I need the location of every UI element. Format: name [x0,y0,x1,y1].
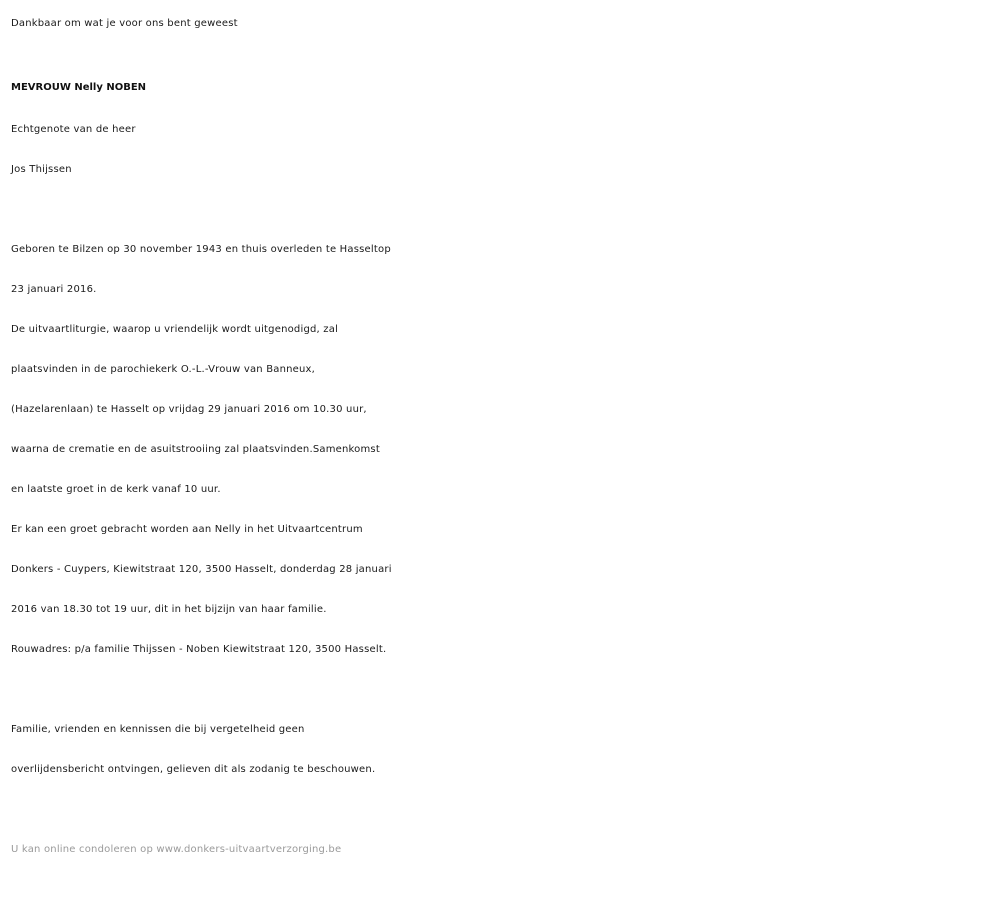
spacer [11,790,991,830]
body-line: De uitvaartliturgie, waarop u vriendelijk wordt uitgenodigd, zal [11,324,339,335]
body-line: Er kan een groet gebracht worden aan Nelly in het Uitvaartcentrum [11,524,363,535]
body-line: Rouwadres: p/a familie Thijssen - Noben Kiewitstraat 120, 3500 Hasselt. [11,644,387,655]
spacer [11,190,991,230]
intro-text: Dankbaar om wat je voor ons bent geweest [11,18,238,29]
notice-line: Familie, vrienden en kennissen die bij vergetelheid geen [11,724,305,735]
spouse-line-2: Jos Thijssen [11,164,72,175]
spacer [11,670,991,710]
obituary-notice [11,0,991,870]
condolence-footer: U kan online condoleren op www.donkers-uitvaartverzorging.be [11,844,342,855]
notice-line: overlijdensbericht ontvingen, gelieven dit als zodanig te beschouwen. [11,764,376,775]
body-line: plaatsvinden in de parochiekerk O.-L.-Vrouw van Banneux, [11,364,316,375]
body-line: 23 januari 2016. [11,284,97,295]
body-line: en laatste groet in de kerk vanaf 10 uur. [11,484,221,495]
body-line: Geboren te Bilzen op 30 november 1943 en thuis overleden te Hasseltop [11,244,391,255]
spouse-line-1: Echtgenote van de heer [11,124,136,135]
body-line: Donkers - Cuypers, Kiewitstraat 120, 3500 Hasselt, donderdag 28 januari [11,564,392,575]
deceased-name: MEVROUW Nelly NOBEN [11,82,147,93]
body-line: 2016 van 18.30 tot 19 uur, dit in het bijzijn van haar familie. [11,604,327,615]
body-line: (Hazelarenlaan) te Hasselt op vrijdag 29 januari 2016 om 10.30 uur, [11,404,367,415]
body-line: waarna de crematie en de asuitstrooiing zal plaatsvinden.Samenkomst [11,444,380,455]
